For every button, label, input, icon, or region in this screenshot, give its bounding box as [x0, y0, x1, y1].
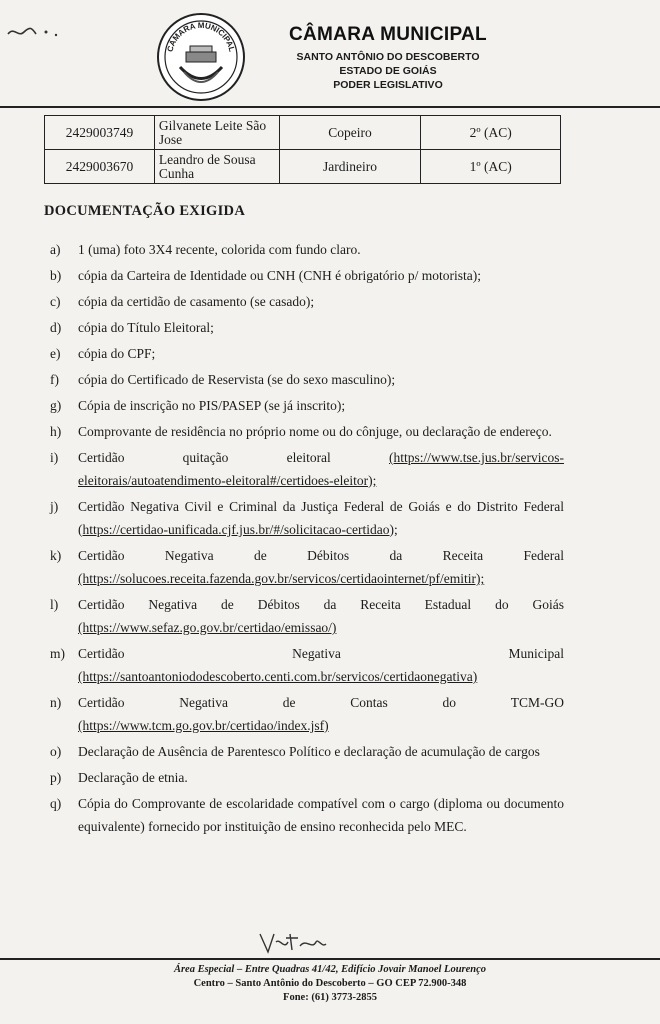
- list-item-text: [78, 593, 564, 639]
- table-row: [45, 150, 561, 184]
- list-item-text: cópia da certidão de casamento (se casado);: [78, 294, 315, 309]
- word: Negativa: [292, 646, 341, 661]
- tcm-link[interactable]: (https://www.tcm.go.gov.br/certidao/index.jsf): [78, 718, 329, 733]
- list-item: [50, 792, 564, 838]
- svg-text:CÂMARA MUNICIPAL: CÂMARA MUNICIPAL: [165, 20, 237, 53]
- list-item-text: Cópia do Comprovante de escolaridade compatível com o cargo (diploma ou documento equivalente) fornecido por instituição de ensino reconhecida pelo MEC.: [78, 796, 564, 834]
- word: de: [253, 548, 267, 563]
- list-marker: n): [50, 695, 62, 710]
- list-item-text: cópia do Certificado de Reservista (se do sexo masculino);: [78, 372, 396, 387]
- list-item-text: [78, 642, 564, 688]
- footer-line: Área Especial – Entre Quadras 41/42, Edifício Jovair Manoel Lourenço: [173, 964, 487, 975]
- list-marker: g): [50, 398, 62, 413]
- list-marker: h): [50, 424, 62, 439]
- list-item-text: Declaração de etnia.: [78, 770, 188, 785]
- tse-link[interactable]: (https://www.tse.jus.br/servicos-: [388, 450, 564, 465]
- registration-code: 2429003749: [45, 116, 155, 150]
- word: Contas: [350, 695, 388, 710]
- list-item: [50, 740, 564, 763]
- word: Débitos: [307, 548, 350, 563]
- job-role: Jardineiro: [279, 150, 421, 184]
- list-item: [50, 316, 564, 339]
- candidate-name-line: Gilvanete Leite São: [158, 117, 267, 133]
- list-marker: c): [50, 294, 61, 309]
- list-marker: d): [50, 320, 62, 335]
- list-item: [50, 342, 564, 365]
- letterhead-title: CÂMARA MUNICIPAL: [289, 24, 487, 45]
- list-item-text: Cópia de inscrição no PIS/PASEP (se já inscrito);: [78, 398, 346, 413]
- letterhead-subtitle-line: PODER LEGISLATIVO: [333, 79, 443, 91]
- list-item-line: [78, 691, 564, 714]
- sefaz-link[interactable]: (https://www.sefaz.go.gov.br/certidao/emissao/): [78, 620, 337, 635]
- table-row: [45, 116, 561, 150]
- candidate-name-line: Leandro de Sousa: [158, 151, 256, 167]
- list-item: [50, 766, 564, 789]
- tse-link-continued[interactable]: eleitorais/autoatendimento-eleitoral#/certidoes-eleitor);: [78, 473, 377, 488]
- list-item-text: [78, 495, 564, 541]
- list-item-line: [78, 642, 564, 665]
- letterhead-subtitle-line: ESTADO DE GOIÁS: [339, 65, 437, 77]
- candidate-name: [154, 116, 279, 150]
- list-marker: k): [50, 548, 62, 563]
- list-marker: f): [50, 372, 59, 387]
- list-item-text: Declaração de Ausência de Parentesco Político e declaração de acumulação de cargos: [78, 744, 540, 759]
- municipal-seal-icon: [156, 12, 246, 102]
- list-marker: j): [50, 499, 59, 514]
- list-item: [50, 394, 564, 417]
- word: Certidão: [78, 646, 125, 661]
- footer-line: Centro – Santo Antônio do Descoberto – GO CEP 72.900-348: [193, 978, 467, 989]
- word: Negativa: [164, 548, 214, 563]
- list-item: [50, 642, 564, 688]
- candidate-name: [154, 150, 279, 184]
- classification: 2º (AC): [421, 116, 561, 150]
- word: de: [282, 695, 296, 710]
- list-item: [50, 264, 564, 287]
- municipal-certificate-link[interactable]: (https://santoantoniododescoberto.centi.com.br/servicos/certidaonegativa): [78, 669, 478, 684]
- list-item: [50, 593, 564, 639]
- list-marker: e): [50, 346, 61, 361]
- list-item-text: 1 (uma) foto 3X4 recente, colorida com fundo claro.: [78, 242, 361, 257]
- list-item: [50, 544, 564, 590]
- list-marker: m): [50, 646, 65, 661]
- list-item: [50, 238, 564, 261]
- list-marker: o): [50, 744, 62, 759]
- list-item-text: cópia da Carteira de Identidade ou CNH (CNH é obrigatório p/ motorista);: [78, 268, 482, 283]
- list-item: [50, 290, 564, 313]
- list-marker: q): [50, 796, 62, 811]
- list-marker: a): [50, 242, 61, 257]
- list-marker: i): [50, 450, 59, 465]
- list-item-text: [78, 691, 564, 737]
- handwritten-scribble: [6, 22, 66, 48]
- list-item-line: [78, 544, 564, 567]
- staff-table: [44, 115, 561, 184]
- list-item-suffix: );: [389, 522, 398, 537]
- letterhead-subtitle-line: SANTO ANTÔNIO DO DESCOBERTO: [296, 51, 480, 63]
- list-item-text: Comprovante de residência no próprio nome ou do cônjuge, ou declaração de endereço.: [78, 424, 552, 439]
- word: Negativa: [179, 695, 228, 710]
- classification: 1º (AC): [421, 150, 561, 184]
- list-item-text: cópia do CPF;: [78, 346, 156, 361]
- word: Certidão: [78, 548, 125, 563]
- section-title: DOCUMENTAÇÃO EXIGIDA: [44, 203, 246, 219]
- header-divider: [0, 106, 660, 108]
- word: Federal: [523, 548, 564, 563]
- letterhead: [248, 24, 528, 92]
- list-item-text: [78, 544, 564, 590]
- list-item: [50, 368, 564, 391]
- word: Receita: [442, 548, 484, 563]
- list-item-text: cópia do Título Eleitoral;: [78, 320, 214, 335]
- required-documents-list: [50, 238, 564, 841]
- list-item: [50, 420, 564, 443]
- candidate-name-line: Cunha: [158, 165, 195, 181]
- receita-federal-link[interactable]: (https://solucoes.receita.fazenda.gov.br/servicos/certidaointernet/pf/emitir);: [78, 571, 485, 586]
- footer-address: [0, 963, 660, 1005]
- word: do: [442, 695, 456, 710]
- list-item: [50, 446, 564, 492]
- list-item-line: [78, 446, 564, 469]
- footer-line: Fone: (61) 3773-2855: [283, 992, 377, 1003]
- word: TCM-GO: [510, 695, 564, 710]
- word: Certidão: [78, 450, 125, 465]
- word: quitação: [182, 450, 229, 465]
- list-item-text: [78, 446, 564, 492]
- job-role: Copeiro: [279, 116, 421, 150]
- candidate-name-line: Jose: [158, 131, 183, 147]
- word: da: [389, 548, 403, 563]
- list-item: [50, 691, 564, 737]
- signature-icon: [256, 928, 328, 956]
- list-marker: l): [50, 597, 59, 612]
- letterhead-subtitle: [248, 50, 528, 92]
- cjf-link[interactable]: https://certidao-unificada.cjf.jus.br/#/solicitacao-certidao: [82, 522, 390, 537]
- list-marker: p): [50, 770, 62, 785]
- list-marker: b): [50, 268, 62, 283]
- registration-code: 2429003670: [45, 150, 155, 184]
- list-item-line: Certidão Negativa de Débitos da Receita Estadual do Goiás: [78, 597, 564, 612]
- word: Municipal: [508, 646, 564, 661]
- footer-divider: [0, 958, 660, 960]
- word: eleitoral: [286, 450, 331, 465]
- list-item-prefix: Certidão Negativa Civil e Criminal da Justiça Federal de Goiás e do Distrito Federal (: [78, 499, 564, 537]
- list-item: [50, 495, 564, 541]
- word: Certidão: [78, 695, 125, 710]
